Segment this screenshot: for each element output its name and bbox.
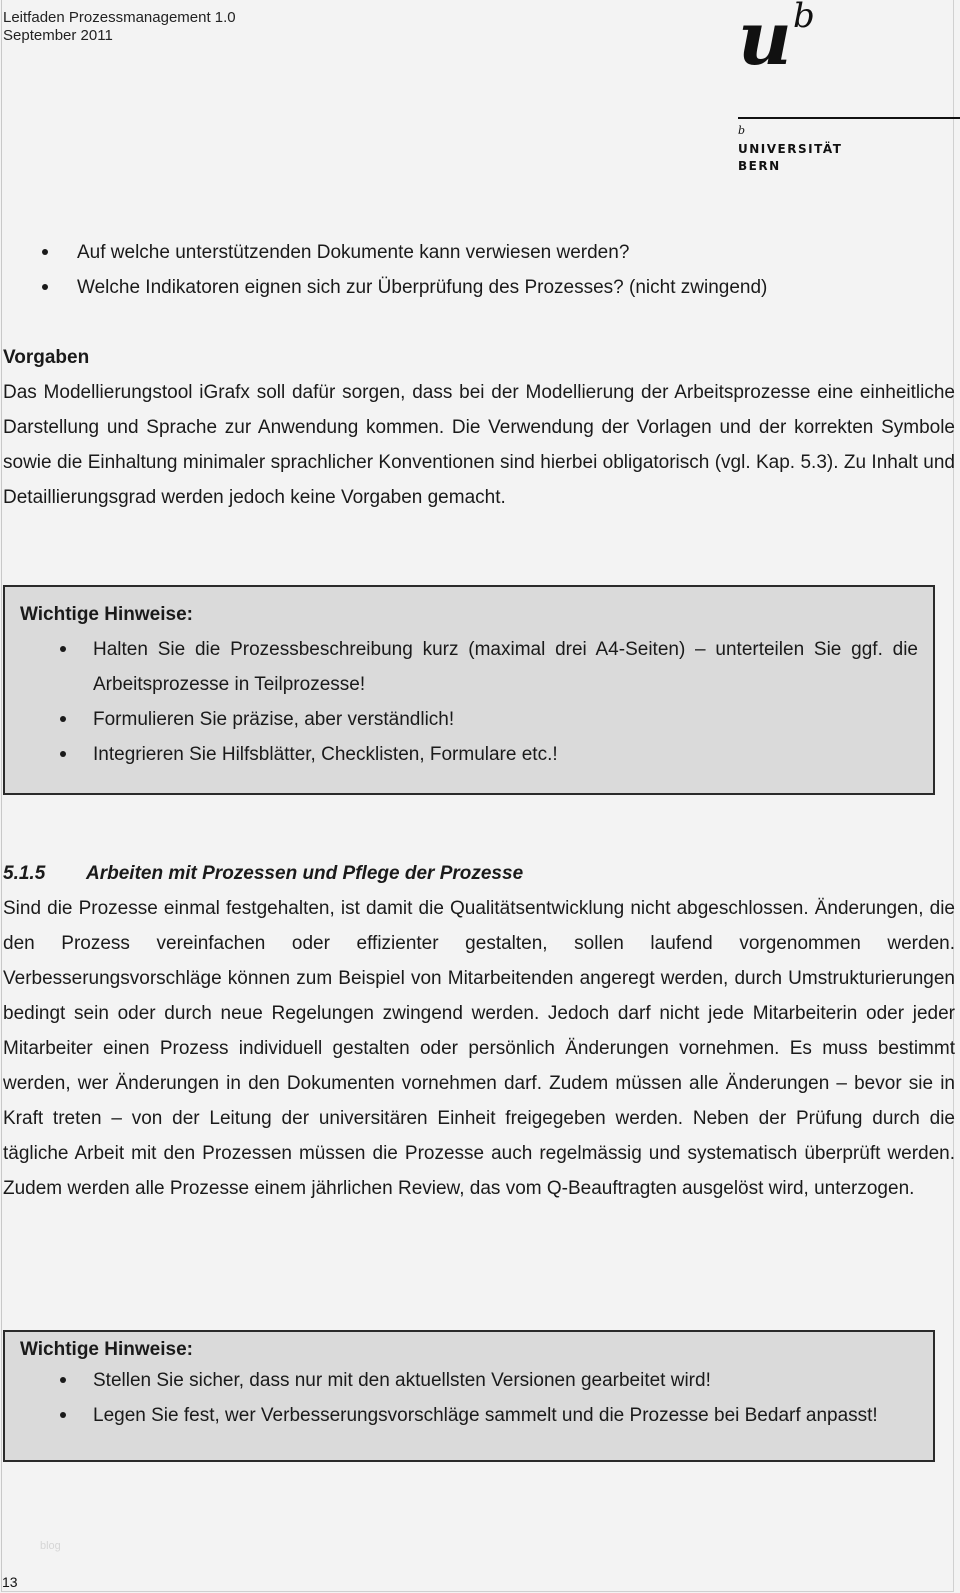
bullet-icon — [42, 249, 48, 255]
bullet-icon — [60, 646, 66, 652]
logo-small-b: b — [738, 124, 746, 137]
list-item — [5, 1363, 918, 1398]
logo-wordmark-line2: BERN — [738, 159, 781, 173]
list-item-text: Welche Indikatoren eignen sich zur Überprüfung des Prozesses? (nicht zwingend) — [77, 277, 768, 298]
list-item — [5, 702, 918, 737]
vorgaben-heading: Vorgaben — [3, 347, 90, 368]
logo-mark-b: b — [793, 0, 815, 36]
page-number: 13 — [2, 1574, 18, 1590]
list-item — [5, 1398, 918, 1433]
list-item-text: Halten Sie die Prozessbeschreibung kurz (maximal drei A4-Seiten) – unterteilen Sie ggf. die Arbeitsprozesse in Teilprozesse! — [93, 639, 918, 695]
bullet-icon — [60, 1412, 66, 1418]
list-item-text: Formulieren Sie präzise, aber verständlich! — [93, 709, 455, 730]
list-item — [3, 270, 955, 305]
question-list — [3, 235, 955, 305]
bullet-icon — [60, 751, 66, 757]
section-heading — [3, 856, 955, 891]
document-title: Leitfaden Prozessmanagement 1.0 — [3, 9, 236, 26]
list-item — [5, 632, 918, 702]
bullet-icon — [60, 716, 66, 722]
logo-rule — [738, 117, 960, 119]
hint-box-1 — [3, 585, 935, 795]
bullet-icon — [60, 1377, 66, 1383]
section-5-1-5 — [3, 856, 955, 1206]
logo-mark-u: u — [738, 0, 790, 82]
bullet-icon — [42, 284, 48, 290]
list-item-text: Legen Sie fest, wer Verbesserungsvorschläge sammelt und die Prozesse bei Bedarf anpasst! — [93, 1405, 878, 1426]
section-paragraph: Sind die Prozesse einmal festgehalten, ist damit die Qualitätsentwicklung nicht abgeschlossen. Änderungen, die den Prozess vereinfachen oder effizienter gestalten, sollen laufend vorgenommen werden. Verbesserungsvorschläge können zum Beispiel von Mitarbeitenden angeregt werden, durch Umstrukturierungen bedingt sein oder durch neue Regelungen zwingend werden. Jedoch darf nicht jede Mitarbeiterin oder jeder Mitarbeiter einen Prozess individuell gestalten oder persönlich Änderungen vornehmen. Es muss bestimmt werden, wer Änderungen in den Dokumenten vornehmen darf. Zudem müssen alle Änderungen – bevor sie in Kraft treten – von der Leitung der universitären Einheit freigegeben werden. Neben der Prüfung durch die tägliche Arbeit mit den Prozessen müssen die Prozesse auch regelmässig und systematisch überprüft werden. Zudem werden alle Prozesse einem jährlichen Review, das vom Q-Beauftragten ausgelöst wird, unterzogen. — [3, 898, 955, 1199]
hint-box-title: Wichtige Hinweise: — [20, 1339, 193, 1360]
section-title: Arbeiten mit Prozessen und Pflege der Prozesse — [86, 863, 524, 884]
university-logo — [738, 0, 960, 180]
hint-box-2 — [3, 1330, 935, 1462]
logo-wordmark-line1: UNIVERSITÄT — [738, 142, 843, 156]
section-number: 5.1.5 — [3, 863, 46, 884]
list-item — [5, 737, 918, 772]
list-item-text: Stellen Sie sicher, dass nur mit den aktuellsten Versionen gearbeitet wird! — [93, 1370, 711, 1391]
document-date: September 2011 — [3, 27, 113, 44]
list-item-text: Auf welche unterstützenden Dokumente kann verwiesen werden? — [77, 242, 630, 263]
watermark: blog — [40, 1540, 61, 1552]
vorgaben-paragraph: Das Modellierungstool iGrafx soll dafür sorgen, dass bei der Modellierung der Arbeitsprozesse eine einheitliche Darstellung und Sprache zur Anwendung kommen. Die Verwendung der Vorlagen und der korrekten Symbole sowie die Einhaltung minimaler sprachlicher Konventionen sind hierbei obligatorisch (vgl. Kap. 5.3). Zu Inhalt und Detaillierungsgrad werden jedoch keine Vorgaben gemacht. — [3, 382, 955, 508]
list-item — [3, 235, 955, 270]
hint-box-title: Wichtige Hinweise: — [20, 604, 193, 625]
list-item-text: Integrieren Sie Hilfsblätter, Checklisten, Formulare etc.! — [93, 744, 558, 765]
document-header — [3, 9, 236, 45]
vorgaben-section — [3, 340, 955, 515]
logo-wordmark — [738, 141, 842, 175]
